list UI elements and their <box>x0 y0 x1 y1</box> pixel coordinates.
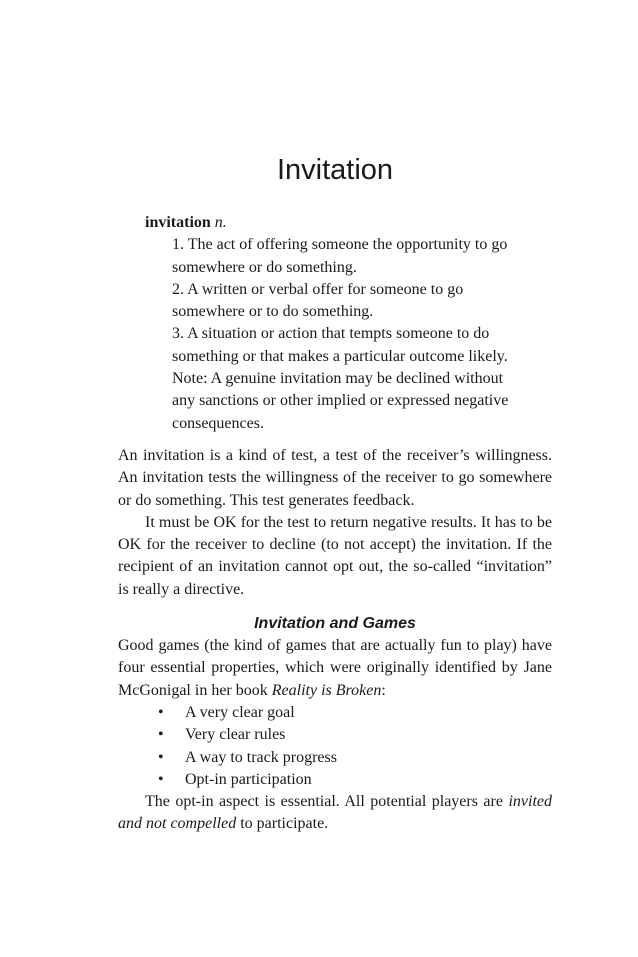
intro-punctuation: : <box>381 681 386 699</box>
closing-text: The opt-in aspect is essential. All potential players are <box>145 793 509 811</box>
page-title: Invitation <box>276 154 394 186</box>
definition-note: Note: A genuine invitation may be declined without any sanctions or other implied or expressed negative consequences. <box>172 370 509 432</box>
book-page <box>118 150 552 836</box>
closing-text-end: to participate. <box>236 815 329 833</box>
bullet-text: A very clear goal <box>185 703 295 721</box>
bullet-icon: • <box>158 748 164 766</box>
bullet-icon: • <box>158 770 164 788</box>
bullet-icon: • <box>158 726 164 744</box>
definition-list <box>172 234 522 435</box>
definition-item: 3. A situation or action that tempts someone to do something or that makes a particular outcome likely. <box>172 325 508 365</box>
bullet-text: Very clear rules <box>185 726 286 744</box>
bullet-text: A way to track progress <box>185 748 337 766</box>
intro-text: Good games (the kind of games that are actually fun to play) have four essential properties, which were originally identified by Jane McGonigal in her book <box>118 637 552 699</box>
bullet-item <box>118 724 552 746</box>
bullet-item <box>118 747 552 769</box>
bullet-icon: • <box>158 703 164 721</box>
body-paragraph: It must be OK for the test to return negative results. It has to be OK for the receiver to decline (to not accept) the invitation. If the recipient of an invitation cannot opt out, the so-called “invitation” is really a directive. <box>118 513 552 598</box>
entry-part-of-speech: n. <box>214 214 227 231</box>
definition-item: 2. A written or verbal offer for someone to go somewhere or to do something. <box>172 280 464 321</box>
bullet-list <box>118 702 552 791</box>
bullet-text: Opt-in participation <box>185 770 312 788</box>
closing-emphasis: invited and not compelled <box>118 793 552 833</box>
section-intro-paragraph <box>118 635 552 702</box>
section-heading: Invitation and Games <box>254 615 416 633</box>
dictionary-entry <box>145 212 552 435</box>
entry-headword: invitation <box>145 214 211 231</box>
body-paragraph: An invitation is a kind of test, a test of the receiver’s willingness. An invitation tests the willingness of the receiver to go somewhere or do something. This test generates feedback. <box>118 446 552 509</box>
book-title: Reality is Broken <box>271 681 382 699</box>
definition-item: 1. The act of offering someone the opportunity to go somewhere or do something. <box>172 236 508 276</box>
bullet-item <box>118 702 552 724</box>
closing-paragraph <box>118 791 552 836</box>
bullet-item <box>118 769 552 791</box>
entry-headline <box>145 212 552 234</box>
